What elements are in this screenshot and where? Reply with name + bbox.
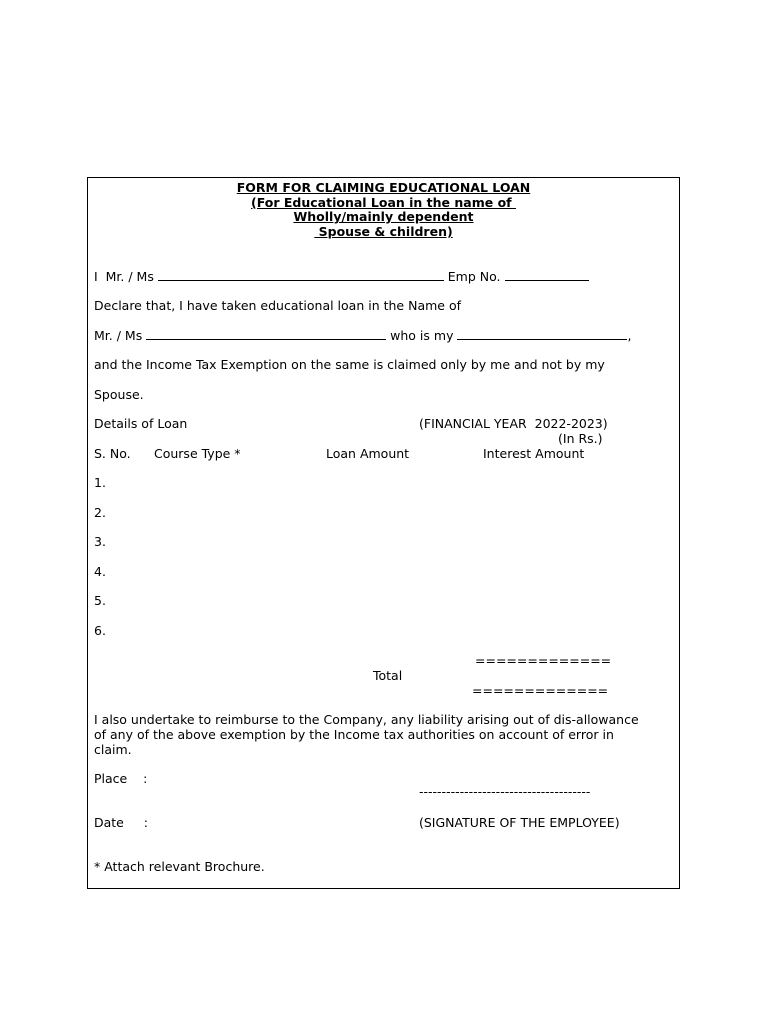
total-label: Total [373,668,403,683]
header-course-type: Course Type * [154,446,241,461]
spouse-text: Spouse. [94,387,144,402]
undertaking-text-2: of any of the above exemption by the Income tax authorities on account of error in [94,727,614,742]
attach-brochure-note: * Attach relevant Brochure. [94,859,265,874]
row-number: 1. [94,475,106,490]
form-subtitle-1: (For Educational Loan in the name of [251,195,516,210]
form-title: FORM FOR CLAIMING EDUCATIONAL LOAN [236,180,531,195]
employee-name-label: I Mr. / Ms [94,269,158,284]
row-number: 3. [94,534,106,549]
total-separator-top: ============= [475,653,612,668]
header-sno: S. No. [94,446,131,461]
details-of-loan-label: Details of Loan [94,416,188,431]
undertaking-text-3: claim. [94,742,132,757]
comma: , [627,328,632,343]
date-label: Date : [94,815,148,830]
emp-no-field[interactable] [505,269,589,281]
row-number: 2. [94,505,106,520]
exemption-text: and the Income Tax Exemption on the same is claimed only by me and not by my [94,357,605,372]
relation-label: who is my [386,328,458,343]
employee-line [94,269,589,284]
signature-caption: (SIGNATURE OF THE EMPLOYEE) [419,815,620,830]
row-number: 4. [94,564,106,579]
form-subtitle-2: Wholly/mainly dependent [293,209,474,224]
employee-name-field[interactable] [158,269,444,281]
header-interest-amount: Interest Amount [483,446,585,461]
row-number: 5. [94,593,106,608]
dependent-line [94,328,631,343]
row-number: 6. [94,623,106,638]
dependent-name-label: Mr. / Ms [94,328,147,343]
relation-field[interactable] [457,328,627,340]
place-label: Place : [94,771,148,786]
financial-year-label: (FINANCIAL YEAR 2022-2023) [419,416,608,431]
signature-line: -------------------------------------- [419,784,591,799]
declare-text: Declare that, I have taken educational loan in the Name of [94,298,461,313]
in-rs-label: (In Rs.) [558,431,603,446]
dependent-name-field[interactable] [146,328,386,340]
header-loan-amount: Loan Amount [326,446,410,461]
total-separator-bottom: ============= [472,683,609,698]
loan-claim-form [87,177,680,889]
form-subtitle-3: Spouse & children) [314,224,453,239]
undertaking-text-1: I also undertake to reimburse to the Company, any liability arising out of dis-allowance [94,712,639,727]
emp-no-label: Emp No. [443,269,505,284]
